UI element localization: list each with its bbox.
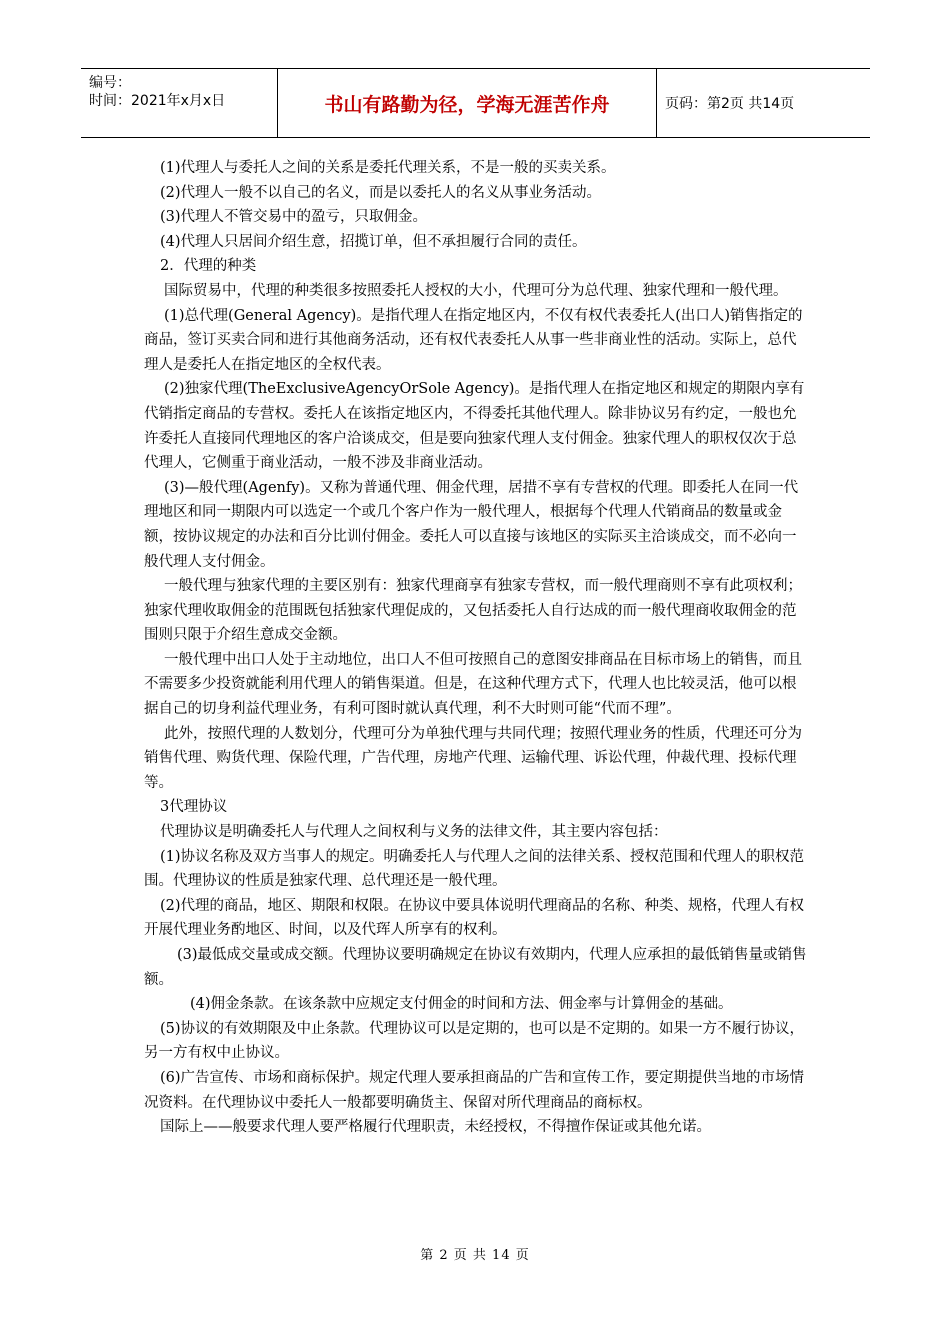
paragraph: (5)协议的有效期限及中止条款。代理协议可以是定期的，也可以是不定期的。如果一方不履行协议，另一方有权中止协议。 — [144, 1020, 805, 1062]
section-heading: 2．代理的种类 — [160, 258, 257, 275]
header-page-info: 页码：第2页 共14页 — [665, 96, 795, 112]
paragraph: (4)佣金条款。在该条款中应规定支付佣金的时间和方法、佣金率与计算佣金的基础。 — [190, 996, 733, 1013]
section-heading: 3代理协议 — [160, 799, 228, 816]
page-header — [81, 68, 870, 138]
paragraph: (3)—般代理(Agenfy)。又称为普通代理、佣金代理，居措不享有专营权的代理。即委托人在同一代理地区和同一期限内可以选定一个或几个客户作为一般代理人，根据每个代理人代销商品的数量或金额，按协议规定的办法和百分比训付佣金。委托人可以直接与该地区的实际买主洽谈成交，而不必向一般代理人支付佣金。 — [144, 479, 799, 570]
paragraph: (2)代理的商品，地区、期限和权限。在协议中要具体说明代理商品的名称、种类、规格，代理人有权开展代理业务酌地区、时间，以及代珲人所享有的权利。 — [144, 897, 805, 939]
paragraph: 国际上——般要求代理人要严格履行代理职责，未经授权，不得擅作保证或其他允诺。 — [160, 1119, 711, 1136]
paragraph: (2)独家代理(TheExclusiveAgencyOrSole Agency)。是指代理人在指定地区和规定的期限内享有代销指定商品的专营权。委托人在该指定地区内，不得委托其他代理人。除非协议另有约定，一般也允许委托人直接同代理地区的客户洽谈成交，但是要向独家代理人支付佣金。独家代理人的职权仅次于总代理人，它侧重于商业活动，一般不涉及非商业活动。 — [144, 381, 805, 472]
document-body — [144, 156, 808, 1140]
header-motto: 书山有路勤为径，学海无涯苦作舟 — [278, 69, 657, 137]
page-footer: 第 2 页 共 14 页 — [420, 1248, 530, 1263]
paragraph: (2)代理人一般不以自己的名义，而是以委托人的名义从事业务活动。 — [160, 184, 602, 201]
paragraph: 此外，按照代理的人数划分，代理可分为单独代理与共同代理；按照代理业务的性质，代理还可分为销售代理、购货代理、保险代理，广告代理，房地产代理、运输代理、诉讼代理，仲裁代理、投标代理等。 — [144, 725, 802, 791]
paragraph: 代理协议是明确委托人与代理人之间权利与义务的法律文件，其主要内容包括： — [160, 824, 668, 841]
document-number-label: 编号： — [89, 75, 131, 91]
paragraph: 一般代理中出口人处于主动地位，出口人不但可按照自己的意图安排商品在目标市场上的销售，而且不需要多少投资就能利用代理人的销售渠道。但是，在这种代理方式下，代理人也比较灵活，他可以根据自己的切身利益代理业务，有利可图时就认真代理，利不大时则可能“代而不理”。 — [144, 651, 802, 718]
paragraph: (3)代理人不管交易中的盈亏，只取佣金。 — [160, 209, 428, 226]
paragraph: (4)代理人只居间介绍生意，招揽订单，但不承担履行合同的责任。 — [160, 233, 587, 250]
document-time-label: 时间：2021年x月x日 — [89, 93, 226, 109]
paragraph: (1)总代理(General Agency)。是指代理人在指定地区内，不仅有权代表委托人(出口人)销售指定的商品，签订买卖合同和进行其他商务活动，还有权代表委托人从事一些非商业性的活动。实际上，总代理人是委托人在指定地区的全权代表。 — [144, 307, 803, 373]
paragraph: 国际贸易中，代理的种类很多按照委托人授权的大小，代理可分为总代理、独家代理和一般代理。 — [164, 282, 788, 299]
paragraph: (1)协议名称及双方当事人的规定。明确委托人与代理人之间的法律关系、授权范围和代理人的职权范围。代理协议的性质是独家代理、总代理还是一般代理。 — [144, 848, 805, 890]
paragraph: 一般代理与独家代理的主要区别有：独家代理商享有独家专营权，而一般代理商则不享有此项权利；独家代理收取佣金的范围既包括独家代理促成的，又包括委托人自行达成的而一般代理商收取佣金的范围则只限于介绍生意成交金额。 — [144, 578, 802, 644]
header-meta-cell — [81, 69, 278, 137]
paragraph: (1)代理人与委托人之间的关系是委托代理关系，不是一般的买卖关系。 — [160, 160, 616, 176]
paragraph: (6)广告宣传、市场和商标保护。规定代理人要承担商品的广告和宣传工作，要定期提供当地的市场情况资料。在代理协议中委托人一般都要明确货主、保留对所代理商品的商标权。 — [144, 1069, 805, 1111]
paragraph: (3)最低成交量或成交额。代理协议要明确规定在协议有效期内，代理人应承担的最低销售量或销售额。 — [144, 947, 807, 988]
